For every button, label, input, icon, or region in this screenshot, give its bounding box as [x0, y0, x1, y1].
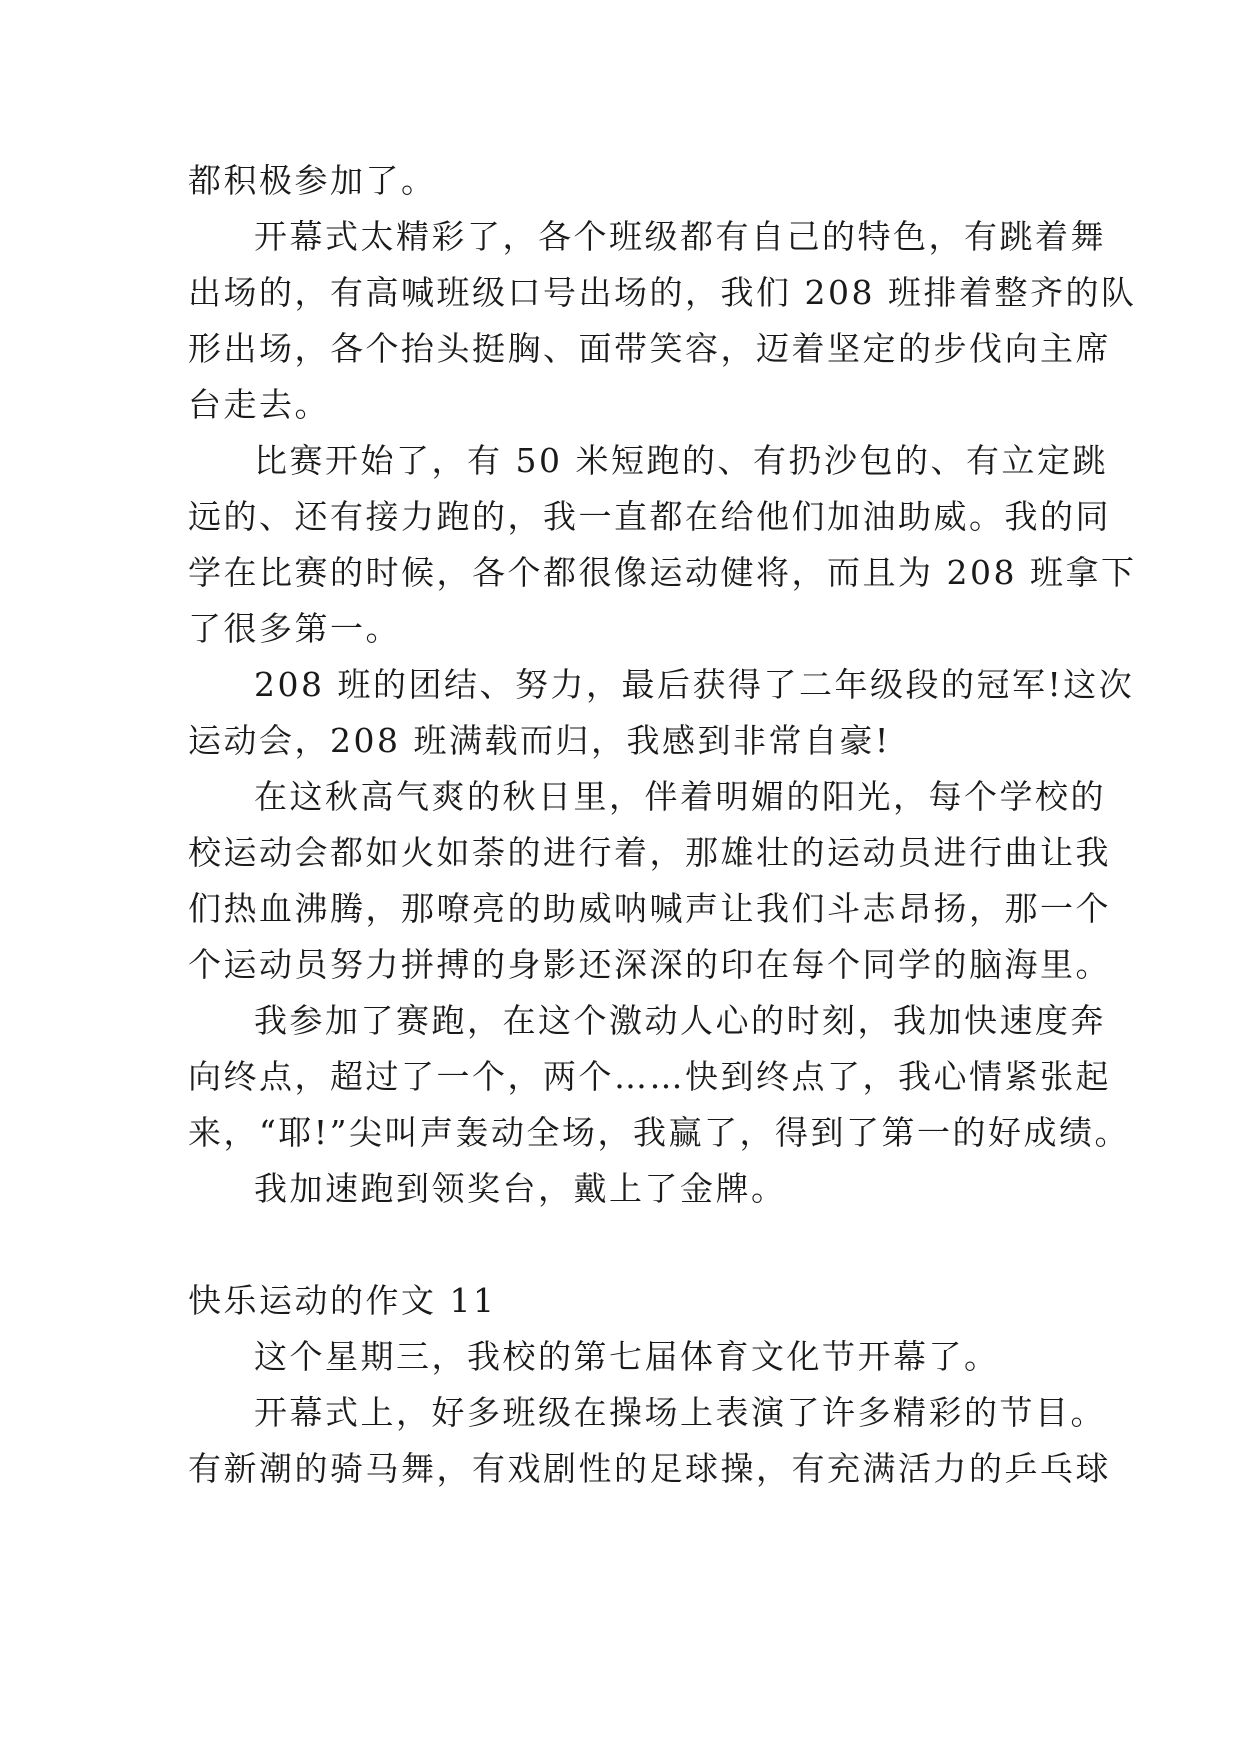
text-line: 开幕式太精彩了，各个班级都有自己的特色，有跳着舞 — [254, 217, 1106, 256]
text-line: 来，“耶!”尖叫声轰动全场，我赢了，得到了第一的好成绩。 — [188, 1113, 1131, 1152]
text-line: 208 班的团结、努力，最后获得了二年级段的冠军!这次 — [254, 665, 1135, 704]
text-line: 个运动员努力拼搏的身影还深深的印在每个同学的脑海里。 — [188, 945, 1111, 984]
text-line: 这个星期三，我校的第七届体育文化节开幕了。 — [254, 1337, 1000, 1376]
text-line: 校运动会都如火如荼的进行着，那雄壮的运动员进行曲让我 — [188, 833, 1111, 872]
text-line: 我参加了赛跑，在这个激动人心的时刻，我加快速度奔 — [254, 1001, 1106, 1040]
text-line: 形出场，各个抬头挺胸、面带笑容，迈着坚定的步伐向主席 — [188, 329, 1111, 368]
text-line: 都积极参加了。 — [188, 161, 437, 200]
text-line: 比赛开始了，有 50 米短跑的、有扔沙包的、有立定跳 — [254, 441, 1108, 480]
text-line: 我加速跑到领奖台，戴上了金牌。 — [254, 1169, 787, 1208]
text-line: 向终点，超过了一个，两个……快到终点了，我心情紧张起 — [188, 1057, 1111, 1096]
text-line: 开幕式上，好多班级在操场上表演了许多精彩的节目。 — [254, 1393, 1106, 1432]
text-line: 们热血沸腾，那嘹亮的助威呐喊声让我们斗志昂扬，那一个 — [188, 889, 1111, 928]
text-line: 运动会，208 班满载而归，我感到非常自豪! — [188, 721, 891, 760]
text-line: 在这秋高气爽的秋日里，伴着明媚的阳光，每个学校的 — [254, 777, 1106, 816]
text-line: 台走去。 — [188, 385, 330, 424]
text-line: 远的、还有接力跑的，我一直都在给他们加油助威。我的同 — [188, 497, 1111, 536]
section-heading: 快乐运动的作文 11 — [188, 1281, 497, 1320]
text-line: 有新潮的骑马舞，有戏剧性的足球操，有充满活力的乒乓球 — [188, 1449, 1111, 1488]
text-line: 了很多第一。 — [188, 609, 401, 648]
text-line: 学在比赛的时候，各个都很像运动健将，而且为 208 班拿下 — [188, 553, 1137, 592]
text-line: 出场的，有高喊班级口号出场的，我们 208 班排着整齐的队 — [188, 273, 1137, 312]
